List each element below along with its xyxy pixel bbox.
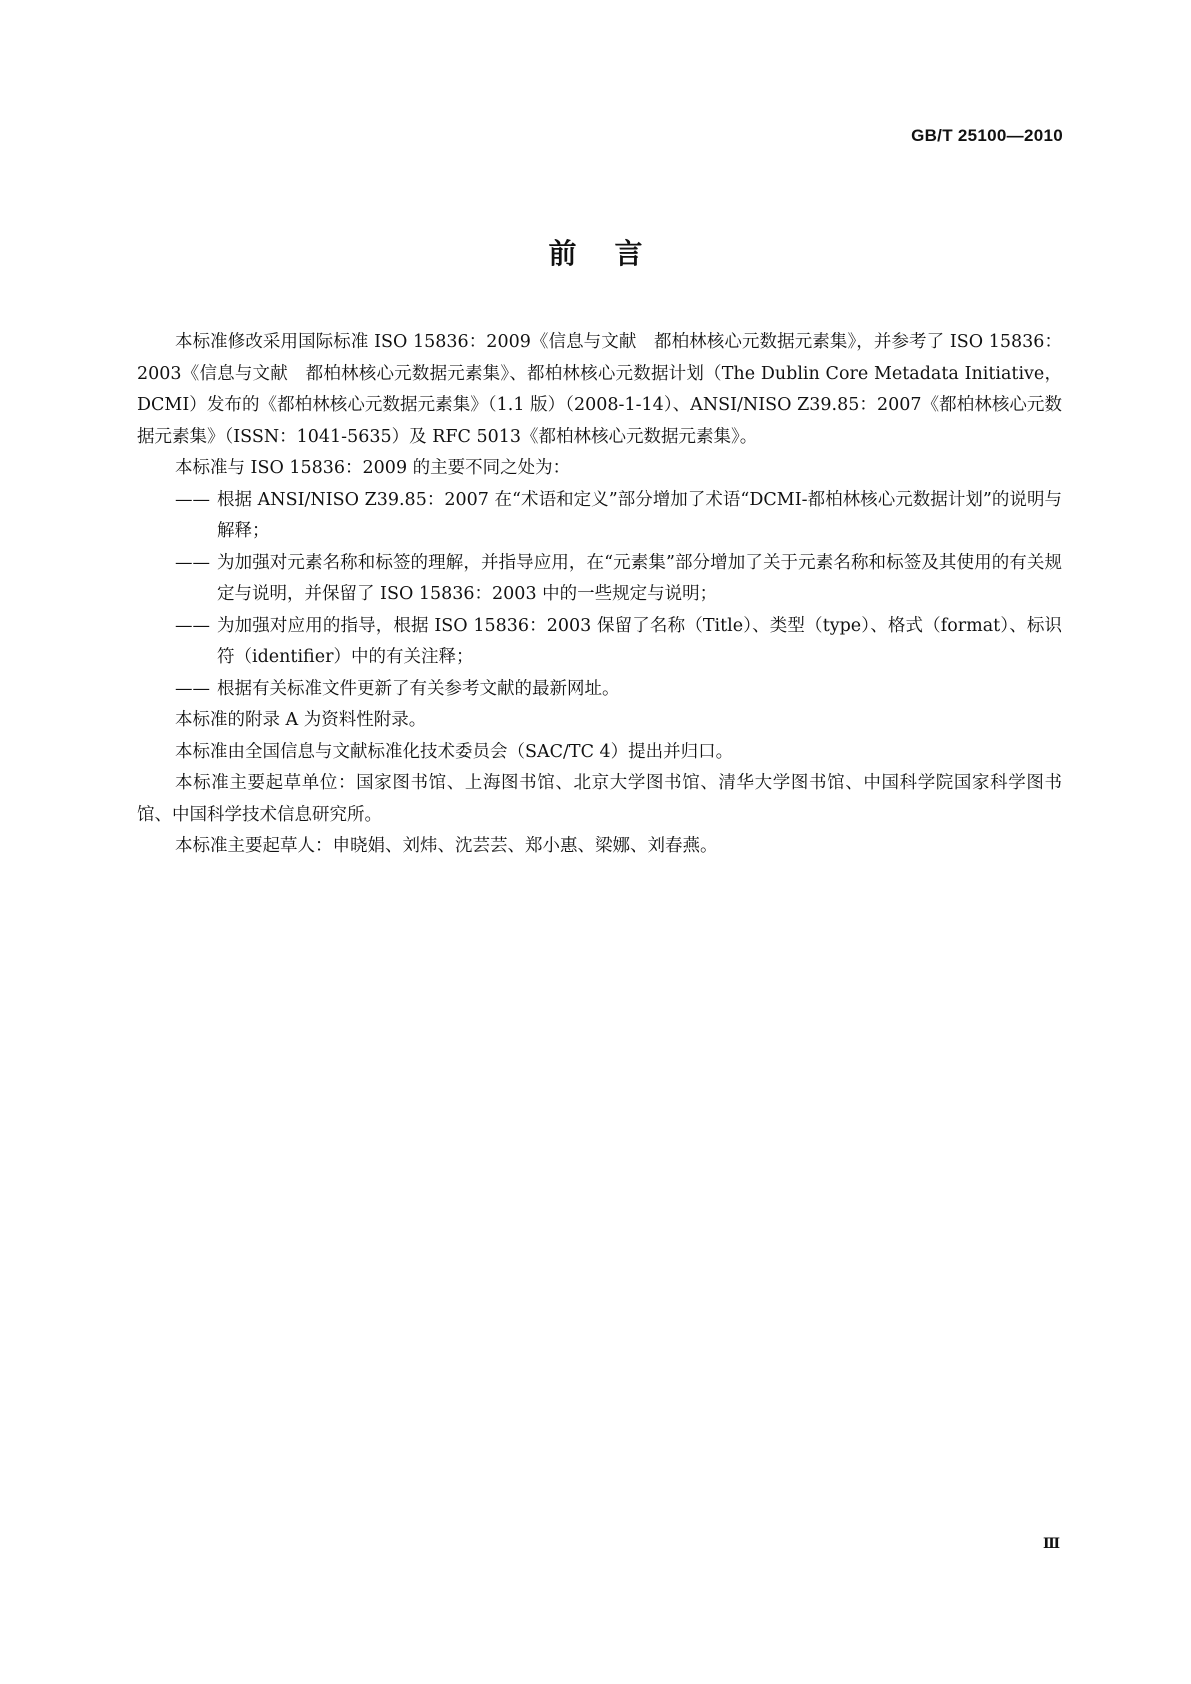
foreword-body bbox=[137, 327, 1062, 863]
list-item-text: 为加强对应用的指导，根据 ISO 15836：2003 保留了名称（Title）、类型（type）、格式（format）、标识符（identifier）中的有关注释； bbox=[217, 615, 1062, 667]
page-number: Ⅲ bbox=[1042, 1536, 1060, 1552]
list-dash: —— bbox=[175, 489, 210, 510]
list-item-text: 根据 ANSI/NISO Z39.85：2007 在“术语和定义”部分增加了术语“DCMI-都柏林核心元数据计划”的说明与解释； bbox=[217, 489, 1062, 541]
list-item-text: 根据有关标准文件更新了有关参考文献的最新网址。 bbox=[217, 678, 620, 699]
list-dash: —— bbox=[175, 615, 210, 636]
intro-paragraph: 本标准修改采用国际标准 ISO 15836：2009《信息与文献 都柏林核心元数据元素集》，并参考了 ISO 15836：2003《信息与文献 都柏林核心元数据元素集》、都柏林核心元数据计划（The Dublin Core Metadata Initiative，DCMI）发布的《都柏林核心元数据元素集》（1.1 版）（2008-1-14）、ANSI/NISO Z39.85：2007《都柏林核心元数据元素集》（ISSN：1041-5635）及 RFC 5013《都柏林核心元数据元素集》。 bbox=[137, 332, 1062, 447]
standard-code: GB/T 25100—2010 bbox=[911, 126, 1063, 145]
list-item-text: 为加强对元素名称和标签的理解，并指导应用，在“元素集”部分增加了关于元素名称和标签及其使用的有关规定与说明，并保留了 ISO 15836：2003 中的一些规定与说明； bbox=[217, 552, 1062, 604]
drafters-paragraph: 本标准主要起草人：申晓娟、刘炜、沈芸芸、郑小惠、梁娜、刘春燕。 bbox=[175, 836, 718, 856]
list-item bbox=[137, 485, 1062, 548]
drafting-units-paragraph: 本标准主要起草单位：国家图书馆、上海图书馆、北京大学图书馆、清华大学图书馆、中国科学院国家科学图书馆、中国科学技术信息研究所。 bbox=[137, 773, 1062, 825]
list-item bbox=[137, 611, 1062, 674]
page-title: 前言 bbox=[548, 237, 681, 270]
differences-intro-paragraph: 本标准与 ISO 15836：2009 的主要不同之处为： bbox=[175, 458, 571, 478]
list-dash: —— bbox=[175, 678, 210, 699]
differences-list bbox=[137, 485, 1062, 706]
list-item bbox=[137, 674, 1062, 706]
annex-paragraph: 本标准的附录 A 为资料性附录。 bbox=[175, 710, 427, 730]
list-dash: —— bbox=[175, 552, 210, 573]
list-item bbox=[137, 548, 1062, 611]
committee-paragraph: 本标准由全国信息与文献标准化技术委员会（SAC/TC 4）提出并归口。 bbox=[175, 741, 734, 762]
